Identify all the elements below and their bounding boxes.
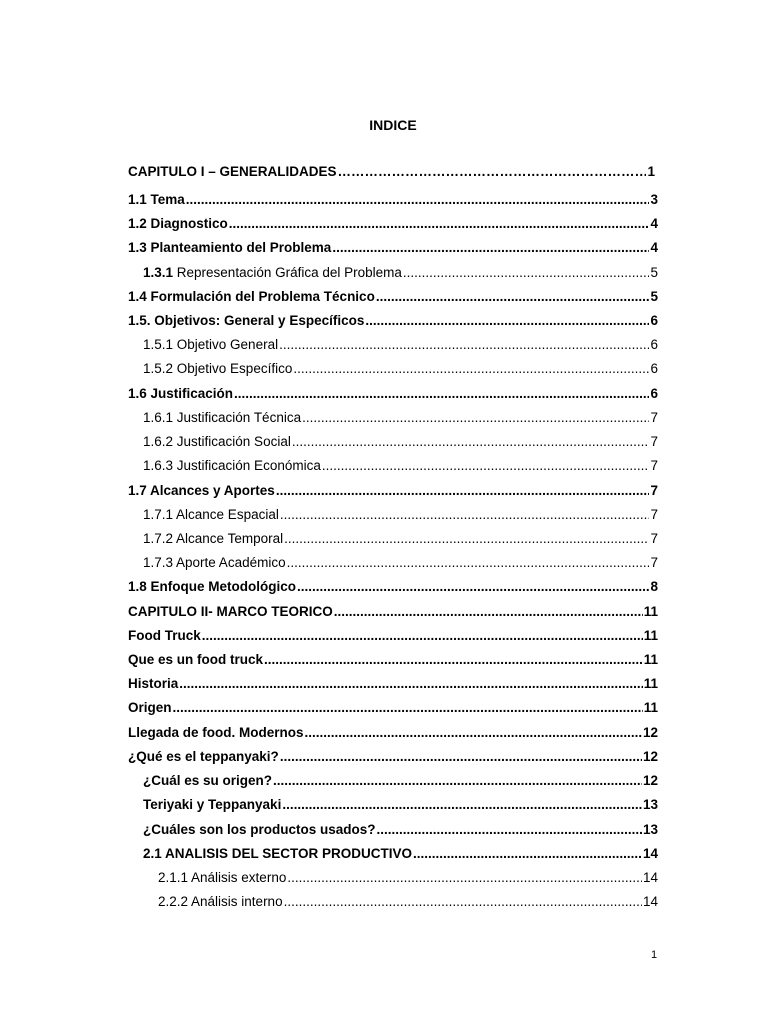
toc-entry-page: 6 (650, 313, 658, 328)
toc-entry-page: 8 (650, 579, 658, 594)
toc-entry-label: ¿Qué es el teppanyaki? (128, 749, 279, 764)
toc-entry-page: 6 (650, 337, 658, 352)
leader-dots (365, 311, 649, 331)
toc-entry-page: 7 (650, 410, 658, 425)
toc-entry-page: 11 (643, 604, 658, 619)
toc-entry-page: 7 (650, 507, 658, 522)
toc-entry-label: Llegada de food. Modernos (128, 725, 304, 740)
toc-entry-su-origen[interactable] (143, 771, 658, 791)
toc-entry-page: 5 (650, 265, 658, 280)
toc-entry-1-8[interactable] (128, 577, 658, 597)
leader-dots (297, 577, 649, 597)
leader-dots (293, 359, 649, 379)
leader-dots (279, 335, 649, 355)
leader-dots (287, 868, 642, 888)
toc-entry-page: 14 (642, 846, 658, 861)
toc-entry-label: 1.2 Diagnostico (128, 216, 228, 231)
toc-entry-label: 1.6.1 Justificación Técnica (143, 410, 302, 425)
toc-entry-label (143, 263, 402, 283)
toc-entry-2-1-1[interactable] (158, 868, 658, 888)
toc-entry-label: 1.6.2 Justificación Social (143, 434, 291, 449)
toc-entry-label: Historia (128, 676, 179, 691)
toc-entry-1-6[interactable] (128, 384, 658, 404)
leader-dots (305, 723, 642, 743)
toc-entry-page: 7 (650, 483, 658, 498)
index-title: INDICE (369, 117, 417, 133)
leader-dots (403, 263, 650, 283)
toc-entry-page: 11 (643, 652, 658, 667)
leader-dots (234, 384, 649, 404)
toc-entry-label: 1.1 Tema (128, 192, 185, 207)
toc-entry-page: 6 (650, 361, 658, 376)
toc-entry-label: 1.5. Objetivos: General y Específicos (128, 313, 365, 328)
leader-dots (322, 456, 650, 476)
toc-entry-label: 1.7 Alcances y Aportes (128, 483, 275, 498)
toc-entry-teriyaki[interactable] (143, 795, 658, 815)
toc-entry-label: 1.3 Planteamiento del Problema (128, 240, 332, 255)
toc-entry-capitulo-1[interactable] (128, 162, 655, 182)
toc-entry-page: 13 (642, 822, 658, 837)
toc-entry-food-truck[interactable] (128, 626, 658, 646)
toc-entry-page: 4 (650, 240, 658, 255)
leader-dots (186, 190, 650, 210)
toc-entry-1-2[interactable] (128, 214, 658, 234)
toc-entry-page: 1 (647, 164, 655, 179)
toc-entry-2-1[interactable] (143, 844, 658, 864)
toc-entry-label: CAPITULO II- MARCO TEORICO (128, 604, 333, 619)
toc-entry-page: 12 (642, 725, 658, 740)
leader-dots (334, 602, 643, 622)
leader-dots (287, 553, 650, 573)
toc-entry-page: 11 (643, 700, 658, 715)
toc-entry-label: Food Truck (128, 628, 201, 643)
toc-entry-page: 5 (650, 289, 658, 304)
leader-dots (302, 408, 649, 428)
toc-entry-page: 7 (650, 555, 658, 570)
toc-entry-1-6-1[interactable] (143, 408, 658, 428)
toc-entry-page: 3 (650, 192, 658, 207)
leader-dots (202, 626, 643, 646)
toc-entry-1-1[interactable] (128, 190, 658, 210)
leader-dots (284, 892, 642, 912)
toc-entry-que-es-food-truck[interactable] (128, 650, 658, 670)
toc-entry-1-6-3[interactable] (143, 456, 658, 476)
leader-dots (273, 771, 642, 791)
toc-entry-historia[interactable] (128, 674, 658, 694)
leader-dots (376, 287, 650, 307)
toc-entry-1-5[interactable] (128, 311, 658, 331)
toc-entry-page: 12 (642, 749, 658, 764)
toc-entry-label: 2.1.1 Análisis externo (158, 870, 287, 885)
toc-entry-page: 6 (650, 386, 658, 401)
toc-entry-label: 2.1 ANALISIS DEL SECTOR PRODUCTIVO (143, 846, 413, 861)
leader-dots (292, 432, 650, 452)
toc-entry-label: 2.2.2 Análisis interno (158, 894, 283, 909)
toc-entry-1-5-2[interactable] (143, 359, 658, 379)
toc-entry-1-3[interactable] (128, 238, 658, 258)
toc-entry-origen[interactable] (128, 698, 658, 718)
toc-entry-label: 1.7.1 Alcance Espacial (143, 507, 279, 522)
toc-entry-llegada-food[interactable] (128, 723, 658, 743)
toc-entry-1-7-3[interactable] (143, 553, 658, 573)
toc-entry-page: 7 (650, 458, 658, 473)
toc-entry-page: 7 (650, 434, 658, 449)
toc-entry-number: 1.3.1 (143, 265, 174, 280)
toc-entry-1-7-1[interactable] (143, 505, 658, 525)
leader-dots (280, 505, 650, 525)
leader-dots (280, 747, 642, 767)
toc-entry-page: 12 (642, 773, 658, 788)
leader-dots (276, 481, 650, 501)
leader-dots (179, 674, 642, 694)
toc-entry-page: 13 (642, 797, 658, 812)
toc-entry-page: 11 (643, 628, 658, 643)
toc-entry-page: 11 (643, 676, 658, 691)
toc-entry-label: CAPITULO I – GENERALIDADES (128, 164, 337, 179)
toc-entry-productos[interactable] (143, 820, 658, 840)
leader-dots (264, 650, 643, 670)
toc-entry-2-2-2[interactable] (158, 892, 658, 912)
toc-entry-label: ¿Cuál es su origen? (143, 773, 273, 788)
leader-dots (338, 162, 647, 182)
toc-entry-label: Origen (128, 700, 172, 715)
toc-entry-page: 14 (642, 894, 658, 909)
toc-entry-label: Que es un food truck (128, 652, 264, 667)
toc-entry-capitulo-2[interactable] (128, 602, 658, 622)
leader-dots (413, 844, 642, 864)
leader-dots (332, 238, 649, 258)
leader-dots (377, 820, 642, 840)
toc-entry-text: Representación Gráfica del Problema (173, 265, 402, 280)
toc-entry-page: 7 (650, 531, 658, 546)
toc-entry-page: 4 (650, 216, 658, 231)
leader-dots (229, 214, 650, 234)
toc-entry-label: 1.7.3 Aporte Académico (143, 555, 286, 570)
toc-entry-1-7-2[interactable] (143, 529, 658, 549)
toc-entry-1-4[interactable] (128, 287, 658, 307)
page-number: 1 (651, 949, 658, 961)
toc-entry-label: 1.7.2 Alcance Temporal (143, 531, 284, 546)
toc-entry-page: 14 (642, 870, 658, 885)
toc-entry-label: 1.6 Justificación (128, 386, 234, 401)
leader-dots (284, 529, 649, 549)
toc-entry-label: 1.6.3 Justificación Económica (143, 458, 321, 473)
toc-entry-label: Teriyaki y Teppanyaki (143, 797, 282, 812)
leader-dots (173, 698, 643, 718)
toc-entry-1-3-1[interactable] (143, 263, 658, 283)
toc-entry-label: 1.8 Enfoque Metodológico (128, 579, 296, 594)
toc-entry-label: 1.5.2 Objetivo Específico (143, 361, 293, 376)
leader-dots (282, 795, 642, 815)
toc-entry-1-6-2[interactable] (143, 432, 658, 452)
toc-entry-teppanyaki[interactable] (128, 747, 658, 767)
toc-entry-label: 1.5.1 Objetivo General (143, 337, 279, 352)
toc-entry-1-5-1[interactable] (143, 335, 658, 355)
toc-entry-1-7[interactable] (128, 481, 658, 501)
toc-entry-label: 1.4 Formulación del Problema Técnico (128, 289, 375, 304)
toc-entry-label: ¿Cuáles son los productos usados? (143, 822, 376, 837)
